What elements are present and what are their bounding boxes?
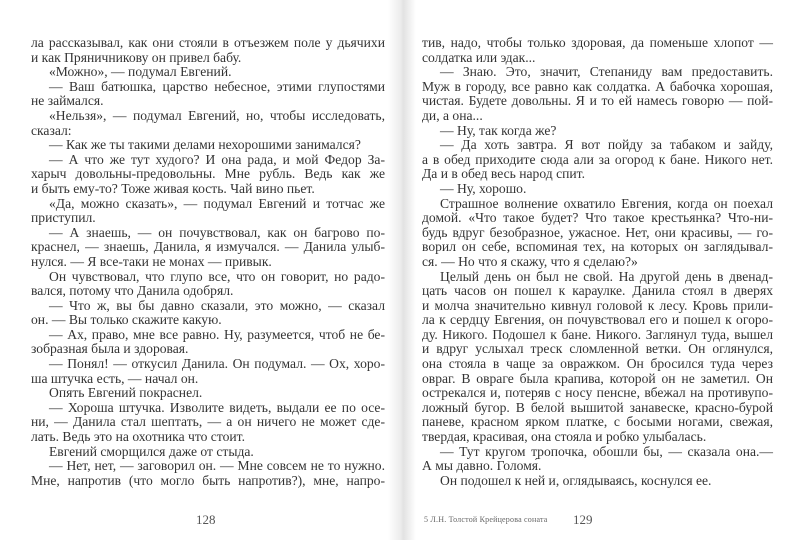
text-line: — Что ж, вы бы давно сказали, это можно, — сказал	[49, 297, 385, 313]
text-line: лать. Ведь это на охотника что стоит.	[31, 429, 245, 445]
text-line: «Можно», — подумал Евгений.	[49, 64, 232, 80]
text-line: Евгений сморщился даже от стыда.	[49, 443, 254, 459]
text-line: Опять Евгений покраснел.	[49, 385, 203, 401]
text-line: не займался.	[31, 93, 104, 109]
text-line: ворил он себе, вспоминая тех, на которых он заглядывал-	[422, 239, 773, 255]
text-line: Муж в городу, все равно как солдатка. А бабочка хорошая,	[422, 78, 773, 94]
text-line: а в обед приходите сюда али за огород к бане. Никого нет.	[422, 151, 773, 167]
text-line: и вдруг услыхал треск сломленной ветки. Он оглянулся,	[422, 341, 773, 357]
page-number-right: 129	[573, 512, 593, 527]
text-line: Он чувствовал, что глупо все, что он говорит, но радо-	[49, 268, 385, 284]
text-line: «Да, можно сказать», — подумал Евгений и тотчас же	[49, 195, 385, 211]
text-line: чистая. Будете довольны. Я и то ей намесь говорю — пой-	[422, 93, 773, 109]
text-line: — Ах, право, мне все равно. Ну, разумеется, чтоб не бе-	[49, 326, 385, 342]
text-line: Страшное волнение охватило Евгения, когда он поехал	[440, 195, 773, 211]
text-line: Мне, напротив (что могло быть напротив?), мне, напро-	[31, 472, 385, 488]
text-line: будь вдруг безобразное, ужасное. Нет, они красивы, — го-	[422, 224, 773, 240]
text-line: цать часов он пошел к караулке. Данила стоял в дверях	[422, 283, 773, 299]
right-page-text	[422, 36, 773, 488]
text-line: ди, а она...	[422, 107, 483, 123]
text-line: Целый день он был не свой. На другой день в двенад-	[440, 268, 773, 284]
text-line: — А что же тут худого? И она рада, и мой Федор За-	[49, 151, 385, 167]
text-line: А мы давно. Голомя́.	[422, 458, 542, 474]
text-line: он. — Вы только скажите какую.	[31, 312, 222, 328]
text-line: нулся. — Я все-таки не монах — привык.	[31, 253, 272, 269]
text-line: и быть ему-то? Тоже живая кость. Чай вино пьет.	[31, 180, 315, 196]
text-line: харыч довольны-предовольны. Мне рубль. Ведь как же	[31, 166, 385, 182]
text-line: овраг. В овраге была крапива, которой он не заметил. Он	[422, 370, 773, 386]
text-line: ша штучка есть, — начал он.	[31, 370, 199, 386]
text-line: — Хороша штучка. Изволите видеть, выдали ее по осе-	[49, 399, 385, 415]
signature-mark: 5 Л.Н. Толстой Крейцерова соната	[424, 515, 548, 524]
left-page-text	[31, 36, 385, 488]
text-line: — Ну, хорошо.	[440, 180, 527, 196]
page-number-left: 128	[196, 512, 216, 527]
text-line: паневе, красном ярком платке, с босыми ногами, свежая,	[422, 414, 773, 430]
text-line: ложный бугор. В белой вышитой занавеске, красно-бурой	[422, 399, 773, 415]
text-line: — Ваш батюшка, царство небесное, этими глупостями	[49, 78, 385, 94]
text-line: тив, надо, чтобы только здоровая, да поменьше хлопот —	[422, 35, 773, 50]
text-line: — Знаю. Это, значит, Степаниду вам предоставить.	[440, 64, 773, 80]
text-line: ла рассказывал, как они стояли в отъезжем поле у дьячихи	[31, 35, 385, 50]
book-spine	[388, 0, 416, 540]
text-line: — А знаешь, — он почувствовал, как он багрово по-	[49, 224, 385, 240]
text-line: «Нельзя», — подумал Евгений, но, чтобы исследовать,	[49, 107, 385, 123]
text-line: и как Пряничникову он привел бабу.	[31, 49, 242, 65]
text-line: Он подошел к ней и, оглядываясь, коснулся ее.	[440, 472, 712, 488]
text-line: домой. «Что такое будет? Что такое крестьянка? Что-ни-	[422, 210, 773, 226]
text-line: — Ну, так когда же?	[440, 122, 557, 138]
text-line: — Тут кругом тропочка, обошли бы, — сказала она.—	[440, 443, 773, 459]
text-line: ду. Никого. Подошел к бане. Никого. Заглянул туда, вышел	[422, 326, 773, 342]
text-line: зобразная была и здоровая.	[31, 341, 189, 357]
text-line: ни, — Данила стал шептать, — а он ничего не может сде-	[31, 414, 385, 430]
text-line: она стояла в чаще за овражком. Он бросился туда через	[422, 356, 773, 372]
text-line: ла к сердцу Евгения, он почувствовал его и пошел к огоро-	[422, 312, 773, 328]
text-line: сказал:	[31, 122, 72, 138]
text-line: — Нет, нет, — заговорил он. — Мне совсем не то нужно.	[49, 458, 385, 474]
text-line: — Да хоть завтра. Я вот пойду за табаком и зайду,	[440, 137, 773, 153]
text-line: острекался и, потеряв с носу пенсне, вбежал на противупо-	[422, 385, 773, 401]
text-line: — Понял! — откусил Данила. Он подумал. — Ох, хоро-	[49, 356, 385, 372]
text-line: солдатка или эдак...	[422, 49, 536, 65]
text-line: краснел, — знаешь, Данила, я измучался. — Данила улыб-	[31, 239, 385, 255]
text-line: твердая, красивая, она стояла и робко улыбалась.	[422, 429, 707, 445]
text-line: приступил.	[31, 210, 96, 226]
text-line: и молча значительно кивнул головой к лесу. Кровь прили-	[422, 297, 773, 313]
text-line: Да и в обед весь народ спит.	[422, 166, 585, 182]
text-line: — Как же ты такими делами нехорошими занимался?	[49, 137, 361, 153]
text-line: ся. — Но что я скажу, что я сделаю?»	[422, 253, 638, 269]
text-line: вался, потому что Данила одобрял.	[31, 283, 234, 299]
